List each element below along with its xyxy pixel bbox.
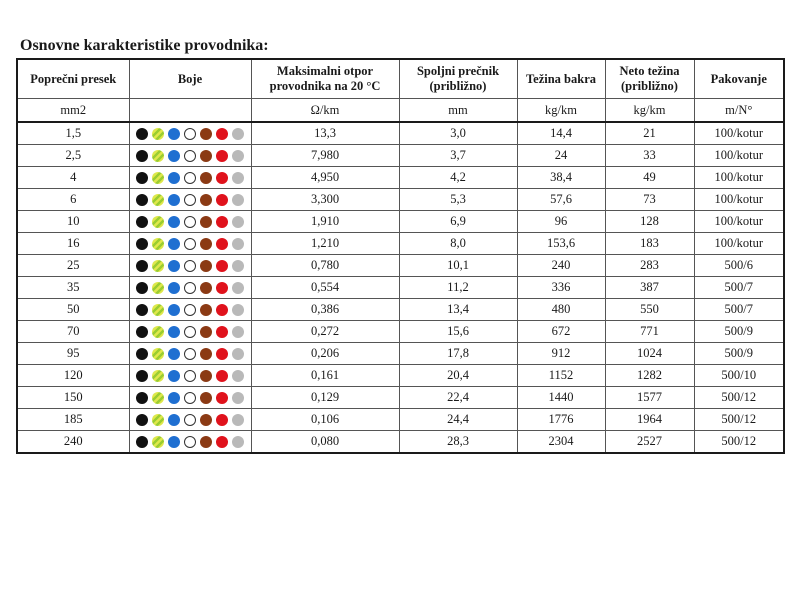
cell-copper-weight: 1440 bbox=[517, 387, 605, 409]
black-wire-dot-icon bbox=[136, 238, 148, 250]
green-yellow-wire-dot-icon bbox=[152, 414, 164, 426]
cell-packaging: 100/kotur bbox=[694, 167, 784, 189]
cell-resistance: 1,210 bbox=[251, 233, 399, 255]
table-row bbox=[17, 321, 784, 343]
blue-wire-dot-icon bbox=[168, 392, 180, 404]
unit-copper-weight: kg/km bbox=[517, 99, 605, 123]
grey-wire-dot-icon bbox=[232, 304, 244, 316]
cell-resistance: 0,272 bbox=[251, 321, 399, 343]
red-wire-dot-icon bbox=[216, 392, 228, 404]
unit-net-weight: kg/km bbox=[605, 99, 694, 123]
red-wire-dot-icon bbox=[216, 304, 228, 316]
grey-wire-dot-icon bbox=[232, 238, 244, 250]
black-wire-dot-icon bbox=[136, 172, 148, 184]
cell-outer-diameter: 13,4 bbox=[399, 299, 517, 321]
green-yellow-wire-dot-icon bbox=[152, 326, 164, 338]
white-wire-dot-icon bbox=[184, 436, 196, 448]
red-wire-dot-icon bbox=[216, 414, 228, 426]
cell-resistance: 0,161 bbox=[251, 365, 399, 387]
cell-net-weight: 550 bbox=[605, 299, 694, 321]
table-row bbox=[17, 167, 784, 189]
cell-copper-weight: 912 bbox=[517, 343, 605, 365]
cell-copper-weight: 672 bbox=[517, 321, 605, 343]
cell-copper-weight: 480 bbox=[517, 299, 605, 321]
red-wire-dot-icon bbox=[216, 216, 228, 228]
white-wire-dot-icon bbox=[184, 392, 196, 404]
cell-packaging: 500/7 bbox=[694, 277, 784, 299]
cell-packaging: 500/6 bbox=[694, 255, 784, 277]
cell-resistance: 0,554 bbox=[251, 277, 399, 299]
table-row bbox=[17, 409, 784, 431]
cell-outer-diameter: 8,0 bbox=[399, 233, 517, 255]
white-wire-dot-icon bbox=[184, 260, 196, 272]
wire-colors bbox=[130, 216, 251, 228]
green-yellow-wire-dot-icon bbox=[152, 172, 164, 184]
cell-net-weight: 387 bbox=[605, 277, 694, 299]
cell-copper-weight: 2304 bbox=[517, 431, 605, 454]
cell-net-weight: 771 bbox=[605, 321, 694, 343]
unit-resistance: Ω/km bbox=[251, 99, 399, 123]
header-row bbox=[17, 59, 784, 99]
blue-wire-dot-icon bbox=[168, 282, 180, 294]
cell-outer-diameter: 17,8 bbox=[399, 343, 517, 365]
wire-colors bbox=[130, 260, 251, 272]
header-copper-weight: Težina bakra bbox=[517, 59, 605, 99]
table-row bbox=[17, 277, 784, 299]
cell-outer-diameter: 3,7 bbox=[399, 145, 517, 167]
grey-wire-dot-icon bbox=[232, 392, 244, 404]
unit-cross-section: mm2 bbox=[17, 99, 129, 123]
cell-resistance: 0,106 bbox=[251, 409, 399, 431]
cell-net-weight: 183 bbox=[605, 233, 694, 255]
cell-cross-section: 25 bbox=[17, 255, 129, 277]
cell-packaging: 100/kotur bbox=[694, 211, 784, 233]
wire-colors bbox=[130, 392, 251, 404]
blue-wire-dot-icon bbox=[168, 304, 180, 316]
cell-outer-diameter: 24,4 bbox=[399, 409, 517, 431]
cell-colors bbox=[129, 122, 251, 145]
grey-wire-dot-icon bbox=[232, 282, 244, 294]
blue-wire-dot-icon bbox=[168, 128, 180, 140]
table-row bbox=[17, 255, 784, 277]
red-wire-dot-icon bbox=[216, 282, 228, 294]
cell-net-weight: 1577 bbox=[605, 387, 694, 409]
cell-packaging: 500/12 bbox=[694, 431, 784, 454]
cell-resistance: 4,950 bbox=[251, 167, 399, 189]
black-wire-dot-icon bbox=[136, 370, 148, 382]
page-title: Osnovne karakteristike provodnika: bbox=[20, 37, 269, 54]
cell-cross-section: 185 bbox=[17, 409, 129, 431]
cell-net-weight: 283 bbox=[605, 255, 694, 277]
green-yellow-wire-dot-icon bbox=[152, 392, 164, 404]
brown-wire-dot-icon bbox=[200, 370, 212, 382]
cell-packaging: 100/kotur bbox=[694, 145, 784, 167]
wire-colors bbox=[130, 304, 251, 316]
brown-wire-dot-icon bbox=[200, 348, 212, 360]
cell-packaging: 500/9 bbox=[694, 343, 784, 365]
cell-copper-weight: 153,6 bbox=[517, 233, 605, 255]
header-net-weight: Neto težina (približno) bbox=[605, 59, 694, 99]
cell-colors bbox=[129, 409, 251, 431]
blue-wire-dot-icon bbox=[168, 216, 180, 228]
grey-wire-dot-icon bbox=[232, 150, 244, 162]
brown-wire-dot-icon bbox=[200, 282, 212, 294]
white-wire-dot-icon bbox=[184, 194, 196, 206]
cell-outer-diameter: 20,4 bbox=[399, 365, 517, 387]
header-resistance: Maksimalni otpor provodnika na 20 °C bbox=[251, 59, 399, 99]
wire-colors bbox=[130, 436, 251, 448]
blue-wire-dot-icon bbox=[168, 370, 180, 382]
table-row bbox=[17, 431, 784, 454]
grey-wire-dot-icon bbox=[232, 216, 244, 228]
wire-colors bbox=[130, 326, 251, 338]
cell-net-weight: 1964 bbox=[605, 409, 694, 431]
brown-wire-dot-icon bbox=[200, 304, 212, 316]
cell-outer-diameter: 15,6 bbox=[399, 321, 517, 343]
unit-colors bbox=[129, 99, 251, 123]
green-yellow-wire-dot-icon bbox=[152, 260, 164, 272]
green-yellow-wire-dot-icon bbox=[152, 370, 164, 382]
cell-cross-section: 95 bbox=[17, 343, 129, 365]
cell-resistance: 13,3 bbox=[251, 122, 399, 145]
cell-outer-diameter: 4,2 bbox=[399, 167, 517, 189]
cell-packaging: 500/12 bbox=[694, 409, 784, 431]
brown-wire-dot-icon bbox=[200, 216, 212, 228]
green-yellow-wire-dot-icon bbox=[152, 238, 164, 250]
grey-wire-dot-icon bbox=[232, 370, 244, 382]
unit-packaging: m/N° bbox=[694, 99, 784, 123]
cell-copper-weight: 1152 bbox=[517, 365, 605, 387]
cell-packaging: 100/kotur bbox=[694, 122, 784, 145]
cell-colors bbox=[129, 233, 251, 255]
brown-wire-dot-icon bbox=[200, 172, 212, 184]
green-yellow-wire-dot-icon bbox=[152, 128, 164, 140]
cell-outer-diameter: 22,4 bbox=[399, 387, 517, 409]
cell-outer-diameter: 5,3 bbox=[399, 189, 517, 211]
blue-wire-dot-icon bbox=[168, 436, 180, 448]
cell-resistance: 1,910 bbox=[251, 211, 399, 233]
cell-packaging: 500/7 bbox=[694, 299, 784, 321]
black-wire-dot-icon bbox=[136, 348, 148, 360]
red-wire-dot-icon bbox=[216, 128, 228, 140]
wire-colors bbox=[130, 370, 251, 382]
blue-wire-dot-icon bbox=[168, 260, 180, 272]
cell-resistance: 3,300 bbox=[251, 189, 399, 211]
blue-wire-dot-icon bbox=[168, 238, 180, 250]
brown-wire-dot-icon bbox=[200, 436, 212, 448]
cell-colors bbox=[129, 255, 251, 277]
white-wire-dot-icon bbox=[184, 238, 196, 250]
cell-net-weight: 128 bbox=[605, 211, 694, 233]
table-row bbox=[17, 122, 784, 145]
cell-outer-diameter: 6,9 bbox=[399, 211, 517, 233]
grey-wire-dot-icon bbox=[232, 348, 244, 360]
cell-resistance: 0,129 bbox=[251, 387, 399, 409]
cell-colors bbox=[129, 299, 251, 321]
red-wire-dot-icon bbox=[216, 370, 228, 382]
red-wire-dot-icon bbox=[216, 194, 228, 206]
cell-resistance: 0,386 bbox=[251, 299, 399, 321]
unit-outer-diameter: mm bbox=[399, 99, 517, 123]
cell-copper-weight: 96 bbox=[517, 211, 605, 233]
cell-colors bbox=[129, 145, 251, 167]
white-wire-dot-icon bbox=[184, 128, 196, 140]
table-body bbox=[17, 122, 784, 453]
black-wire-dot-icon bbox=[136, 260, 148, 272]
grey-wire-dot-icon bbox=[232, 414, 244, 426]
cell-cross-section: 1,5 bbox=[17, 122, 129, 145]
red-wire-dot-icon bbox=[216, 238, 228, 250]
green-yellow-wire-dot-icon bbox=[152, 150, 164, 162]
conductor-characteristics-table bbox=[16, 58, 785, 454]
table-row bbox=[17, 299, 784, 321]
cell-cross-section: 4 bbox=[17, 167, 129, 189]
cell-net-weight: 1282 bbox=[605, 365, 694, 387]
green-yellow-wire-dot-icon bbox=[152, 282, 164, 294]
cell-cross-section: 70 bbox=[17, 321, 129, 343]
black-wire-dot-icon bbox=[136, 436, 148, 448]
brown-wire-dot-icon bbox=[200, 194, 212, 206]
header-packaging: Pakovanje bbox=[694, 59, 784, 99]
brown-wire-dot-icon bbox=[200, 414, 212, 426]
cell-copper-weight: 240 bbox=[517, 255, 605, 277]
cell-cross-section: 50 bbox=[17, 299, 129, 321]
cell-packaging: 500/12 bbox=[694, 387, 784, 409]
green-yellow-wire-dot-icon bbox=[152, 194, 164, 206]
blue-wire-dot-icon bbox=[168, 194, 180, 206]
cell-copper-weight: 336 bbox=[517, 277, 605, 299]
red-wire-dot-icon bbox=[216, 348, 228, 360]
red-wire-dot-icon bbox=[216, 172, 228, 184]
wire-colors bbox=[130, 238, 251, 250]
brown-wire-dot-icon bbox=[200, 238, 212, 250]
cell-copper-weight: 57,6 bbox=[517, 189, 605, 211]
table-row bbox=[17, 343, 784, 365]
blue-wire-dot-icon bbox=[168, 348, 180, 360]
wire-colors bbox=[130, 414, 251, 426]
brown-wire-dot-icon bbox=[200, 260, 212, 272]
wire-colors bbox=[130, 172, 251, 184]
cell-colors bbox=[129, 343, 251, 365]
cell-packaging: 100/kotur bbox=[694, 189, 784, 211]
white-wire-dot-icon bbox=[184, 282, 196, 294]
wire-colors bbox=[130, 282, 251, 294]
cell-cross-section: 10 bbox=[17, 211, 129, 233]
cell-outer-diameter: 3,0 bbox=[399, 122, 517, 145]
grey-wire-dot-icon bbox=[232, 260, 244, 272]
cell-copper-weight: 14,4 bbox=[517, 122, 605, 145]
black-wire-dot-icon bbox=[136, 282, 148, 294]
cell-outer-diameter: 28,3 bbox=[399, 431, 517, 454]
grey-wire-dot-icon bbox=[232, 128, 244, 140]
green-yellow-wire-dot-icon bbox=[152, 304, 164, 316]
cell-cross-section: 6 bbox=[17, 189, 129, 211]
black-wire-dot-icon bbox=[136, 304, 148, 316]
cell-colors bbox=[129, 387, 251, 409]
cell-resistance: 0,780 bbox=[251, 255, 399, 277]
wire-colors bbox=[130, 150, 251, 162]
cell-packaging: 100/kotur bbox=[694, 233, 784, 255]
blue-wire-dot-icon bbox=[168, 414, 180, 426]
cell-net-weight: 49 bbox=[605, 167, 694, 189]
brown-wire-dot-icon bbox=[200, 392, 212, 404]
black-wire-dot-icon bbox=[136, 216, 148, 228]
wire-colors bbox=[130, 194, 251, 206]
wire-colors bbox=[130, 348, 251, 360]
cell-copper-weight: 24 bbox=[517, 145, 605, 167]
cell-colors bbox=[129, 277, 251, 299]
red-wire-dot-icon bbox=[216, 436, 228, 448]
cell-net-weight: 1024 bbox=[605, 343, 694, 365]
wire-colors bbox=[130, 128, 251, 140]
grey-wire-dot-icon bbox=[232, 436, 244, 448]
white-wire-dot-icon bbox=[184, 414, 196, 426]
table-row bbox=[17, 387, 784, 409]
cell-colors bbox=[129, 431, 251, 454]
header-cross-section: Poprečni presek bbox=[17, 59, 129, 99]
cell-colors bbox=[129, 167, 251, 189]
grey-wire-dot-icon bbox=[232, 194, 244, 206]
black-wire-dot-icon bbox=[136, 392, 148, 404]
brown-wire-dot-icon bbox=[200, 128, 212, 140]
white-wire-dot-icon bbox=[184, 216, 196, 228]
red-wire-dot-icon bbox=[216, 150, 228, 162]
cell-cross-section: 120 bbox=[17, 365, 129, 387]
white-wire-dot-icon bbox=[184, 370, 196, 382]
cell-cross-section: 35 bbox=[17, 277, 129, 299]
white-wire-dot-icon bbox=[184, 304, 196, 316]
grey-wire-dot-icon bbox=[232, 172, 244, 184]
cell-resistance: 7,980 bbox=[251, 145, 399, 167]
header-colors: Boje bbox=[129, 59, 251, 99]
brown-wire-dot-icon bbox=[200, 326, 212, 338]
cell-net-weight: 33 bbox=[605, 145, 694, 167]
table-row bbox=[17, 189, 784, 211]
black-wire-dot-icon bbox=[136, 414, 148, 426]
blue-wire-dot-icon bbox=[168, 172, 180, 184]
blue-wire-dot-icon bbox=[168, 150, 180, 162]
white-wire-dot-icon bbox=[184, 326, 196, 338]
header-outer-diameter: Spoljni prečnik (približno) bbox=[399, 59, 517, 99]
black-wire-dot-icon bbox=[136, 150, 148, 162]
green-yellow-wire-dot-icon bbox=[152, 436, 164, 448]
black-wire-dot-icon bbox=[136, 128, 148, 140]
cell-packaging: 500/10 bbox=[694, 365, 784, 387]
cell-copper-weight: 1776 bbox=[517, 409, 605, 431]
cell-net-weight: 21 bbox=[605, 122, 694, 145]
cell-colors bbox=[129, 321, 251, 343]
table-row bbox=[17, 145, 784, 167]
table-row bbox=[17, 233, 784, 255]
red-wire-dot-icon bbox=[216, 260, 228, 272]
cell-net-weight: 2527 bbox=[605, 431, 694, 454]
white-wire-dot-icon bbox=[184, 150, 196, 162]
cell-resistance: 0,080 bbox=[251, 431, 399, 454]
black-wire-dot-icon bbox=[136, 194, 148, 206]
black-wire-dot-icon bbox=[136, 326, 148, 338]
cell-cross-section: 240 bbox=[17, 431, 129, 454]
cell-colors bbox=[129, 365, 251, 387]
cell-cross-section: 150 bbox=[17, 387, 129, 409]
table-row bbox=[17, 365, 784, 387]
brown-wire-dot-icon bbox=[200, 150, 212, 162]
cell-resistance: 0,206 bbox=[251, 343, 399, 365]
cell-copper-weight: 38,4 bbox=[517, 167, 605, 189]
cell-outer-diameter: 10,1 bbox=[399, 255, 517, 277]
cell-packaging: 500/9 bbox=[694, 321, 784, 343]
white-wire-dot-icon bbox=[184, 172, 196, 184]
white-wire-dot-icon bbox=[184, 348, 196, 360]
cell-net-weight: 73 bbox=[605, 189, 694, 211]
table-row bbox=[17, 211, 784, 233]
units-row bbox=[17, 99, 784, 123]
cell-outer-diameter: 11,2 bbox=[399, 277, 517, 299]
blue-wire-dot-icon bbox=[168, 326, 180, 338]
cell-colors bbox=[129, 189, 251, 211]
green-yellow-wire-dot-icon bbox=[152, 348, 164, 360]
grey-wire-dot-icon bbox=[232, 326, 244, 338]
cell-colors bbox=[129, 211, 251, 233]
cell-cross-section: 2,5 bbox=[17, 145, 129, 167]
red-wire-dot-icon bbox=[216, 326, 228, 338]
cell-cross-section: 16 bbox=[17, 233, 129, 255]
green-yellow-wire-dot-icon bbox=[152, 216, 164, 228]
